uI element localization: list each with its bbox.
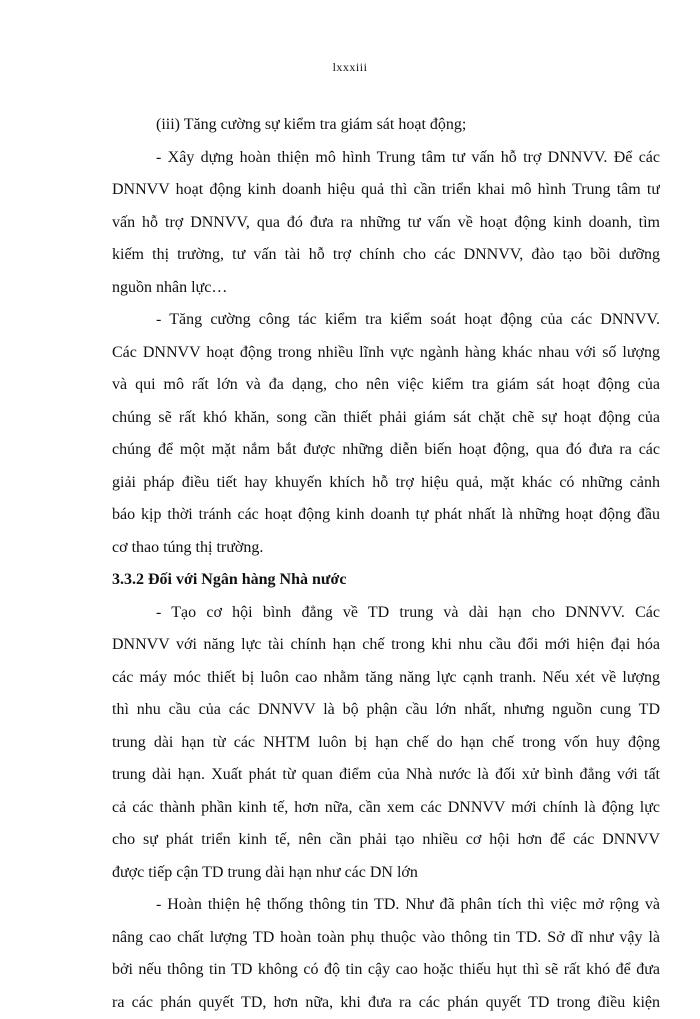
text-line: Các DNNVV hoạt động trong nhiều lĩnh vực ngành hàng khác nhau với số lượng bbox=[112, 337, 660, 370]
text-line: trung dài hạn từ các NHTM luôn bị hạn chế do hạn chế trong vốn huy động bbox=[112, 727, 660, 760]
text-line: - Xây dựng hoàn thiện mô hình Trung tâm tư vấn hỗ trợ DNNVV. Để các bbox=[112, 142, 660, 175]
section-heading: 3.3.2 Đối với Ngân hàng Nhà nước bbox=[112, 564, 660, 597]
text-line: và qui mô rất lớn và đa dạng, cho nên việc kiểm tra giám sát hoạt động của bbox=[112, 369, 660, 402]
text-line: giải pháp điều tiết hay khuyến khích hỗ trợ hiệu quả, mặt khác có những cảnh bbox=[112, 467, 660, 500]
text-line: DNNVV hoạt động kinh doanh hiệu quả thì cần triển khai mô hình Trung tâm tư bbox=[112, 174, 660, 207]
text-line: - Tăng cường công tác kiểm tra kiểm soát hoạt động của các DNNVV. bbox=[112, 304, 660, 337]
text-line: - Hoàn thiện hệ thống thông tin TD. Như đã phân tích thì việc mở rộng và bbox=[112, 889, 660, 922]
text-line: vấn hỗ trợ DNNVV, qua đó đưa ra những tư vấn về hoạt động kinh doanh, tìm bbox=[112, 207, 660, 240]
text-line: cơ thao túng thị trường. bbox=[112, 532, 660, 565]
text-line: bởi nếu thông tin TD không có độ tin cậy cao hoặc thiếu hụt thì sẽ rất khó để đưa bbox=[112, 954, 660, 987]
text-line: được tiếp cận TD trung dài hạn như các DN lớn bbox=[112, 857, 660, 890]
text-line: báo kịp thời tránh các hoạt động kinh doanh tự phát nhất là những hoạt động đầu bbox=[112, 499, 660, 532]
body-text bbox=[112, 109, 660, 1019]
text-line: trung dài hạn. Xuất phát từ quan điểm của Nhà nước là đối xử bình đẳng với tất bbox=[112, 759, 660, 792]
text-line: cả các thành phần kinh tế, hơn nữa, cần xem các DNNVV mới chính là động lực bbox=[112, 792, 660, 825]
text-line: các máy móc thiết bị luôn cao nhằm tăng năng lực cạnh tranh. Nếu xét về lượng bbox=[112, 662, 660, 695]
text-line: ra các phán quyết TD, hơn nữa, khi đưa ra các phán quyết TD trong điều kiện bbox=[112, 987, 660, 1019]
text-line: nguồn nhân lực… bbox=[112, 272, 660, 305]
text-line: (iii) Tăng cường sự kiểm tra giám sát hoạt động; bbox=[112, 109, 660, 142]
page-number: lxxxiii bbox=[0, 60, 700, 75]
text-line: chúng sẽ rất khó khăn, song cần thiết phải giám sát chặt chẽ sự hoạt động của bbox=[112, 402, 660, 435]
text-line: chúng để một mặt nắm bắt được những diễn biến hoạt động, qua đó đưa ra các bbox=[112, 434, 660, 467]
text-line: cho sự phát triển kinh tế, nên cần phải tạo nhiều cơ hội hơn để các DNNVV bbox=[112, 824, 660, 857]
text-line: nâng cao chất lượng TD hoàn toàn phụ thuộc vào thông tin TD. Sở dĩ như vậy là bbox=[112, 922, 660, 955]
text-line: thì nhu cầu của các DNNVV là bộ phận cầu lớn nhất, nhưng nguồn cung TD bbox=[112, 694, 660, 727]
text-line: - Tạo cơ hội bình đẳng về TD trung và dài hạn cho DNNVV. Các bbox=[112, 597, 660, 630]
text-line: DNNVV với năng lực tài chính hạn chế trong khi nhu cầu đổi mới hiện đại hóa bbox=[112, 629, 660, 662]
text-line: kiếm thị trường, tư vấn tài hỗ trợ chính cho các DNNVV, đào tạo bồi dưỡng bbox=[112, 239, 660, 272]
